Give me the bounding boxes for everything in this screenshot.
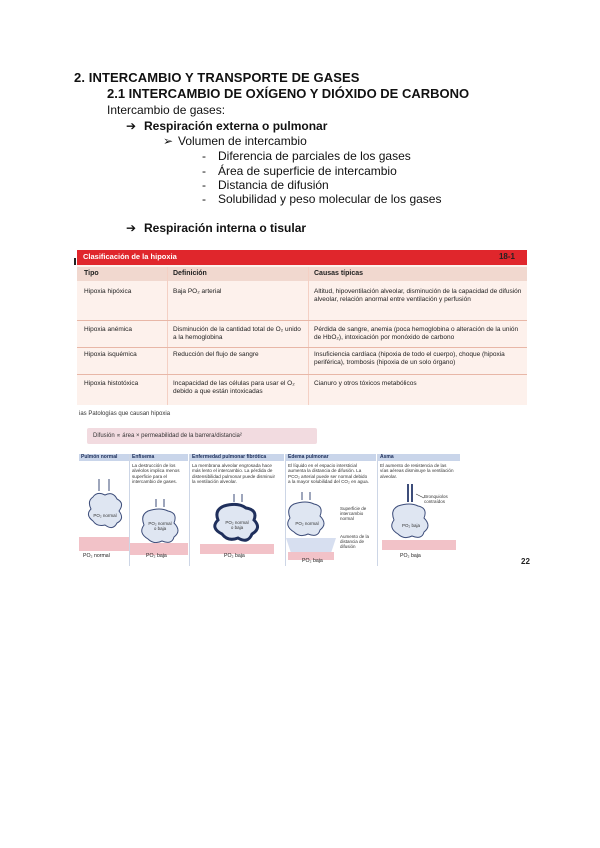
column-header: Tipo xyxy=(84,270,99,277)
diffusion-distance-note: Aumento de la distancia de difusión xyxy=(340,534,370,550)
factor-item: - Área de superficie de intercambio xyxy=(202,164,397,178)
po2-readout: PO₂ baja xyxy=(302,558,323,564)
heading-1: 2. INTERCAMBIO Y TRANSPORTE DE GASES xyxy=(74,70,360,85)
panel-title: Enfisema xyxy=(132,454,155,460)
table-number: 18-1 xyxy=(498,252,515,261)
po2-readout: PO₂ baja xyxy=(400,553,421,559)
alveolus-label: PO₂ baja xyxy=(401,523,420,528)
panel-title: Pulmón normal xyxy=(81,454,118,460)
panel-description: La destrucción de los alvéolos implica menos superficie para el intercambio de gases. xyxy=(132,463,180,485)
alveolus-label: PO₂ normal xyxy=(295,521,319,526)
alveolus-illustration xyxy=(286,492,376,562)
diffusion-formula-box xyxy=(87,428,317,444)
panel-description: El aumento de resistencia de las vías aéreas disminuye la ventilación alveolar. xyxy=(380,463,454,479)
panel-description: El líquido en el espacio intersticial aumenta la distancia de difusión. La PCO₂ arterial puede ser normal debido a la mayor solubilidad del CO₂ en agua. xyxy=(288,463,369,485)
panel-emphysema xyxy=(130,454,188,566)
panel-title: Asma xyxy=(380,454,394,460)
triangle-arrow-icon: ➢ xyxy=(163,134,174,148)
panel-asthma xyxy=(378,454,460,566)
column-header: Causas típicas xyxy=(314,270,364,277)
outline-volume: ➢ Volumen de intercambio xyxy=(163,134,307,148)
po2-readout: PO₂ normal xyxy=(83,553,110,559)
bronchioles-note: Bronquiolos contraídos xyxy=(424,494,448,505)
table-header-bar xyxy=(77,250,527,265)
alveolus-label: PO₂ normal xyxy=(93,513,117,518)
exchange-surface-note: Superficie de intercambio normal xyxy=(340,506,367,522)
table-title: Clasificación de la hipoxia xyxy=(83,252,177,261)
po2-readout: PO₂ baja xyxy=(146,553,167,559)
alveolus-label: PO₂ normal o baja xyxy=(148,521,172,532)
page-number: 22 xyxy=(521,557,530,566)
panel-title: Edema pulmonar xyxy=(288,454,329,460)
factor-item: - Diferencia de parciales de los gases xyxy=(202,149,411,163)
hypoxia-panels xyxy=(79,454,517,569)
alveolus-illustration xyxy=(79,479,129,559)
arrow-icon: ➔ xyxy=(126,119,137,133)
arrow-icon: ➔ xyxy=(126,221,137,235)
panel-title: Enfermedad pulmonar fibrótica xyxy=(192,454,267,460)
alveolus-label: PO₂ normal o baja xyxy=(225,520,249,531)
diffusion-formula: Difusión ∝ área × permeabilidad de la barrera/distancia² xyxy=(93,433,242,439)
heading-2: 2.1 INTERCAMBIO DE OXÍGENO Y DIÓXIDO DE CARBONO xyxy=(107,86,470,101)
column-header: Definición xyxy=(173,270,207,277)
po2-readout: PO₂ baja xyxy=(224,553,245,559)
table-column-headers xyxy=(77,267,527,281)
hypoxia-table: Clasificación de la hipoxia 18-1 Tipo Definición Causas típicas Hipoxia hipóxica Baja PO₂ arterial Altitud, hipoventilación alveolar, disminución de la capacidad de difusión alveolar, relación anormal entre ventilación y perfusión Hipoxia anémica Disminución de la cantidad total de O₂ unido a la hemoglobina Pérdida de sangre, anemia (poca hemoglobina o alteración de la unión de HbO₂), intoxicación por monóxido de carbono Hipoxia isquémica Reducción del flujo de sangre Insuficiencia cardíaca (hipoxia de todo el cuerpo), choque (hipoxia periférica), trombosis (hipoxia de un solo órgano) Hipoxia histotóxica Incapacidad de las células para usar el O₂ debido a que están intoxicadas Cianuro y otros tóxicos metabólicos xyxy=(77,250,527,405)
intro-text: Intercambio de gases: xyxy=(107,103,226,117)
panel-normal-lung xyxy=(79,454,129,566)
panel-fibrotic xyxy=(190,454,284,566)
outline-internal: ➔ Respiración interna o tisular xyxy=(126,221,307,235)
outline-external: ➔ Respiración externa o pulmonar xyxy=(126,119,328,133)
panel-pulmonary-edema xyxy=(286,454,376,566)
factor-item: - Distancia de difusión xyxy=(202,178,329,192)
figure-marker xyxy=(74,258,76,265)
factor-item: - Solubilidad y peso molecular de los gases xyxy=(202,192,442,206)
panel-description: La membrana alveolar engrosada hace más lento el intercambio. La pérdida de distensibilidad pulmonar puede disminuir la ventilación alveolar. xyxy=(192,463,275,485)
figure-caption: ias Patologías que causan hipoxia xyxy=(79,411,171,417)
